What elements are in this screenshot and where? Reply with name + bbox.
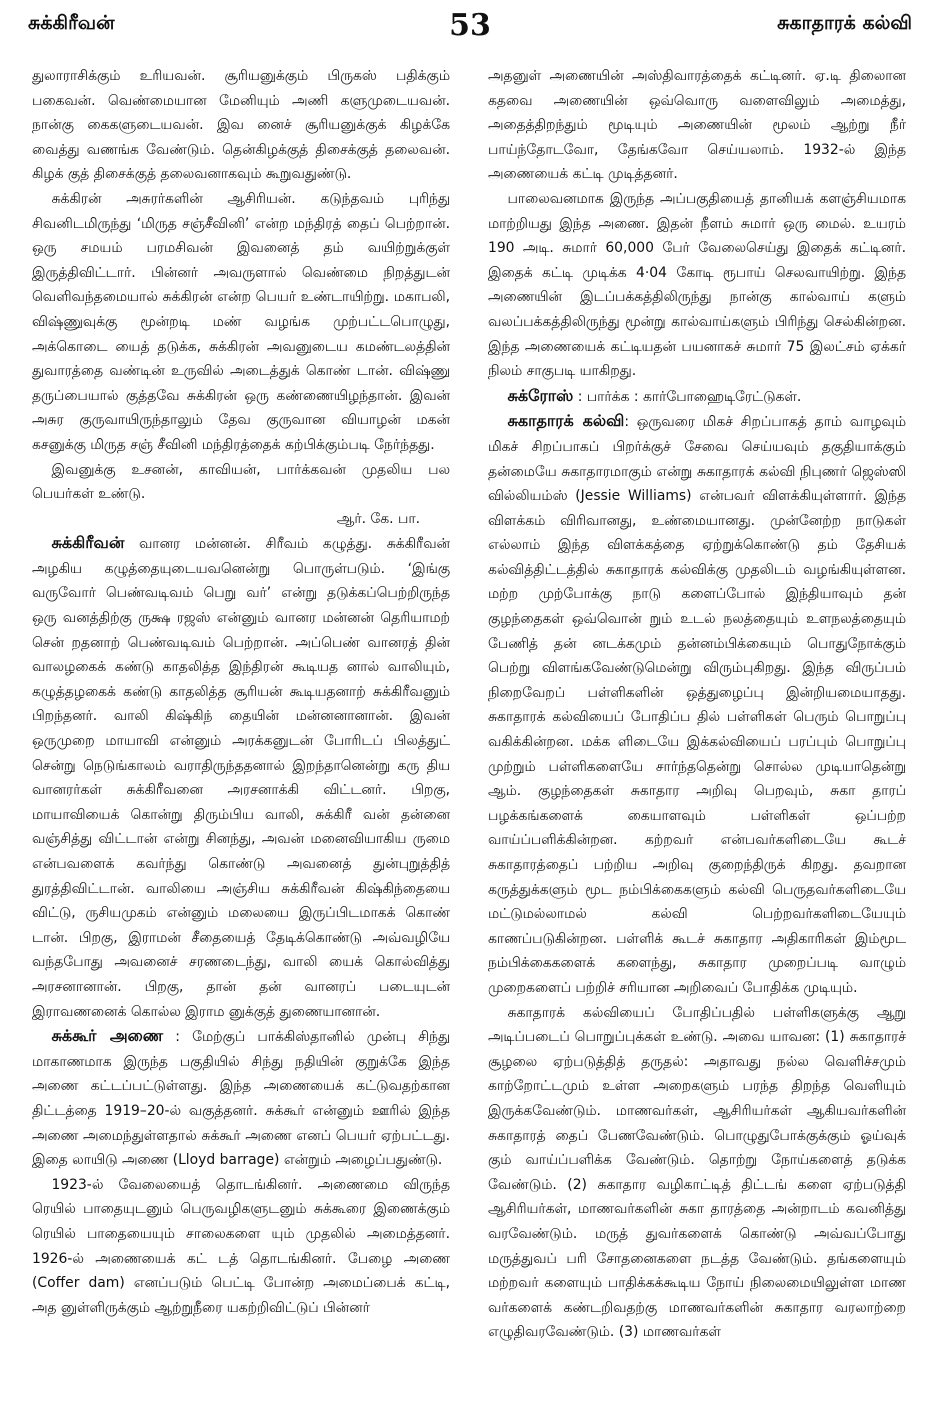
- paragraph: துலாராசிக்கும் உரியவன். சூரியனுக்கும் பிருகஸ் பதிக்கும் பகைவன். வெண்மையான மேனியும் அணி களுமுடையவன். நான்கு கைகளுடையவன். இவ னைச் சூரியனுக்குக் கிழக்கே வைத்து வணங்க வேண்டும். தென்கிழக்குத் திசைக்குத் தலைவன். கிழக் குத் திசைக்குத் தலைவனாகவும் கூறுவதுண்டு.: [32, 68, 450, 183]
- entry-body: : பார்க்க : கார்போஹைடிரேட்டுகள்.: [573, 388, 802, 405]
- header-right-title: சுகாதாரக் கல்வி: [777, 12, 912, 34]
- entry-heading: சுக்கூர் அணை: [51, 1026, 164, 1046]
- paragraph: சுக்கிரன் அசுரர்களின் ஆசிரியன். கடுந்தவம் புரிந்து சிவனிடமிருந்து ‘மிருத சஞ்சீவினி’ என்ற மந்திரத் தைப் பெற்றான். ஒரு சமயம் பரமசிவன் இவனைத் தம் வயிற்றுக்குள் இருத்திவிட்டார். பின்னர் அவருளால் வெண்மை நிறத்துடன் வெளிவந்தமையால் சுக்கிரன் என்ற பெயர் உண்டாயிற்று. மகாபலி, விஷ்ணுவுக்கு மூன்றடி மண் வழங்க முற்பட்டபொழுது, அக்கொடை யைத் தடுக்க, சுக்கிரன் அவனுடைய கமண்டலத்தின் துவாரத்தை வண்டின் உருவில் அடைத்துக் கொண் டான். விஷ்ணு தருப்பையால் குத்தவே சுக்கிரன் ஒரு கண்ணையிழந்தான். இவன் அசுர குருவாயிருந்தாலும் தேவ குருவான வியாழன் மகன் கசனுக்கு மிருத சஞ் சீவினி மந்திரத்தைக் கற்பிக்கும்படி நேர்ந்தது.: [32, 190, 450, 453]
- header-left-title: சுக்கிரீவன்: [28, 12, 115, 34]
- left-column: [32, 64, 450, 1416]
- entry-body: : ஒருவரை மிகச் சிறப்பாகத் தாம் வாழவும் மிகச் சிறப்பாகப் பிறர்க்குச் சேவை செய்யவும் தகுதியாக்கும் தன்மையே சுகாதாரமாகும் என்று சுகாதாரக் கல்வி நிபுணர் ஜெஸ்ஸி வில்லியம்ஸ் (Jessie Williams) என்பவர் விளக்கியுள்ளார். இந்த விளக்கம் விரிவானது, உண்மையானது. முன்னேற்ற நாடுகள் எல்லாம் இந்த விளக்கத்தை ஏற்றுக்கொண்டு தம் தேசியக் கல்வித்திட்டத்தில் சுகாதாரக் கல்விக்கு முதலிடம் வழங்கியுள்ளன. மற்ற முற்போக்கு நாடு களைப்போல் இந்தியாவும் தன் குழந்தைகள் ஒவ்வொன் றும் உடல் நலத்தையும் உளநலத்தையும் பேணித் தன் னடக்கமும் தன்னம்பிக்கையும் பொதுநோக்கும் பெற்று விளங்கவேண்டுமென்று விரும்புகிறது. இந்த விருப்பம் நிறைவேறப் பள்ளிகளின் ஒத்துழைப்பு இன்றியமையாதது. சுகாதாரக் கல்வியைப் போதிப்ப தில் பள்ளிகள் பெரும் பொறுப்பு வகிக்கின்றன. மக்க ளிடையே இக்கல்வியைப் பரப்பும் பொறுப்பு முற்றும் பள்ளிகளையே சார்ந்ததென்று சொல்ல முடியாதென்று ஆம். குழந்தைகள் சுகாதார அறிவு பெறவும், சுகா தாரப் பழக்கங்களைக் கையாளவும் பள்ளிகள் ஒப்பற்ற வாய்ப்பளிக்கின்றன. கற்றவர் என்பவர்களிடையே கூடச் சுகாதாரத்தைப் பற்றிய அறிவு குறைந்திருக் கிறது. தவறான கருத்துக்களும் மூட நம்பிக்கைகளும் கல்வி பெருதவர்களிடையே மட்டுமல்லாமல் கல்வி பெற்றவர்களிடையேயும் காணப்படுகின்றன. பள்ளிக் கூடச் சுகாதார அதிகாரிகள் இம்மூட நம்பிக்கைகளைக் களைந்து, சுகாதார முறைப்படி வாழும் முறைகளைப் பற்றிச் சரியான அறிவைப் போதிக்க முடியும்.: [488, 414, 906, 996]
- paragraph: [32, 458, 450, 532]
- author-initials: ஆர். கே. பா.: [336, 510, 420, 527]
- entry-heading: சுக்கிரீவன்: [51, 533, 125, 553]
- entry-heading: சுக்ரோஸ்: [507, 385, 574, 405]
- paragraph: அதனுள் அணையின் அஸ்திவாரத்தைக் கட்டினர். ஏ.டி திலைான கதவை அணையின் ஒவ்வொரு வளைவிலும் அமைத்து, அதைத்திறந்தும் மூடியும் அணையின் மூலம் ஆற்று நீர் பாய்ந்தோடவோ, தேங்கவோ செய்யலாம். 1932-ல் இந்த அணையைக் கட்டி முடித்தனர்.: [488, 68, 906, 183]
- entry-health-education: [488, 409, 906, 1000]
- page-number: 53: [449, 8, 491, 43]
- entry-body: வானர மன்னன். சிரீவம் கழுத்து. சுக்கிரீவன் அழகிய கழுத்தையுடையவனென்று பொருள்படும். ‘இங்கு வருவோர் பெண்வடிவம் பெறு வர்’ என்று தடுக்கப்பெற்றிருந்த ஒரு வனத்திற்கு ருக்ஷ ரஜஸ் என்னும் வானர மன்னன் தெரியாமற் சென் றதனாற் பெண்வடிவம் பெற்றான். அப்பெண் வானரத் தின் வாலழகைக் கண்டு காதலித்த இந்திரன் கூடியத னால் வாலியும், கழுத்தழகைக் கண்டு காதலித்த சூரியன் கூடியதனாற் சுக்கிரீவனும் பிறந்தனர். வாலி கிஷ்கிந் தையின் மன்னனானான். இவன் ஒருமுறை மாயாவி என்னும் அரக்கனுடன் போரிடப் பிலத்துட் சென்று நெடுங்காலம் வராதிருந்ததனால் இறந்தானென்று கரு திய வானரர்கள் சுக்கிரீவனை அரசனாக்கி விட்டனர். பிறகு, மாயாவியைக் கொன்று திரும்பிய வாலி, சுக்கிரீ வன் தன்னை வஞ்சித்து விட்டான் என்று சினந்து, அவன் மனைவியாகிய ருமை என்பவளைக் கவர்ந்து கொண்டு அவனைத் துன்புறுத்தித் துரத்திவிட்டான். வாலியை அஞ்சிய சுக்கிரீவன் கிஷ்கிந்தையை விட்டு, ருசியமுகம் என்னும் மலையை இருப்பிடமாகக் கொண் டான். பிறகு, இராமன் சீதையைத் தேடிக்கொண்டு அவ்வழியே வந்தபோது அவனைச் சரணடைந்து, வாலி யைக் கொல்வித்து அரசனானான். பிறகு, தான் தன் வானரப் படையுடன் இராவணனைக் கொல்ல இராம னுக்குத் துணையானான்.: [32, 536, 450, 1020]
- paragraph: பாலைவனமாக இருந்த அப்பகுதியைத் தானியக் களஞ்சியமாக மாற்றியது இந்த அணை. இதன் நீளம் சுமார் ஒரு மைல். உயரம் 190 அடி. சுமார் 60,000 பேர் வேலைசெய்து இதைக் கட்டினர். இதைக் கட்டி முடிக்க 4·04 கோடி ரூபாய் செலவாயிற்று. இந்த அணையின் இடப்பக்கத்திலிருந்து நான்கு கால்வாய் களும் வலப்பக்கத்திலிருந்து மூன்று கால்வாய்களும் பிரிந்து செல்கின்றன. இந்த அணையைக் கட்டியதன் பயனாகச் சுமார் 75 இலட்சம் ஏக்கர் நிலம் சாகுபடி யாகிறது.: [488, 190, 906, 380]
- page-header: [28, 8, 912, 52]
- right-column: [488, 64, 906, 1416]
- entry-body: : மேற்குப் பாக்கிஸ்தானில் முன்பு சிந்து மாகாணமாக இருந்த பகுதியில் சிந்து நதியின் குறுக்கே இந்த அணை கட்டப்பட்டுள்ளது. இந்த அணையைக் கட்டுவதற்கான திட்டத்தை 1919–20-ல் வகுத்தனர். சுக்கூர் என்னும் ஊரில் இந்த அணை அமைந்துள்ளதால் சுக்கூர் அணை எனப் பெயர் ஏற்பட்டது. இதை லாயிடு அணை (Lloyd barrage) என்றும் அழைப்பதுண்டு.: [32, 1029, 450, 1169]
- paragraph: சுகாதாரக் கல்வியைப் போதிப்பதில் பள்ளிகளுக்கு ஆறு அடிப்படைப் பொறுப்புக்கள் உண்டு. அவை யாவன: (1) சுகாதாரச் சூழலை ஏற்படுத்தித் தருதல்: அதாவது நல்ல வெளிச்சமும் காற்றோட்டமும் உள்ள அறைகளும் பரந்த திறந்த வெளியும் இருக்கவேண்டும். மாணவர்கள், ஆசிரியர்கள் ஆகியவர்களின் சுகாதாரத் தைப் பேணவேண்டும். பொழுதுபோக்குக்கும் ஓய்வுக் கும் வாய்ப்பளிக்க வேண்டும். தொற்று நோய்களைத் தடுக்க வேண்டும். (2) சுகாதார வழிகாட்டித் திட்டங் களை ஏற்படுத்தி ஆசிரியர்கள், மாணவர்களின் சுகா தாரத்தை அன்றாடம் கவனித்து வரவேண்டும். மருத் துவர்களைக் கொண்டு அவ்வப்போது மருத்துவப் பரி சோதனைகளை நடத்த வேண்டும். தங்களையும் மற்றவர் களையும் பாதிக்கக்கூடிய நோய் நிலைமையிலுள்ள மாண வர்களைக் கண்டறிவதற்கு மாணவர்களின் சுகாதார வரலாற்றை எழுதிவரவேண்டும். (3) மாணவர்கள்: [488, 1004, 906, 1341]
- paragraph: 1923-ல் வேலையைத் தொடங்கினர். அணைமை விருந்த ரெயில் பாதையுடனும் பெருவழிகளுடனும் சுக்கூரை இணைக்கும் ரெயில் பாதையையும் சாலைகளை யும் முதலில் அமைத்தனர். 1926-ல் அணையைக் கட் டத் தொடங்கினர். பேழை அணை (Coffer dam) எனப்படும் பெட்டி போன்ற அமைப்பைக் கட்டி, அத னுள்ளிருக்கும் ஆற்றுநீரை யகற்றிவிட்டுப் பின்னர்: [32, 1176, 450, 1316]
- paragraph-text: இவனுக்கு உசனன், காவியன், பார்க்கவன் முதலிய பல பெயர்கள் உண்டு.: [32, 461, 450, 503]
- entry-sukkur-barrage: [32, 1024, 450, 1173]
- entry-suggriivan: [32, 531, 450, 1024]
- entry-sucrose: [488, 384, 906, 410]
- entry-heading: சுகாதாரக் கல்வி: [507, 411, 625, 431]
